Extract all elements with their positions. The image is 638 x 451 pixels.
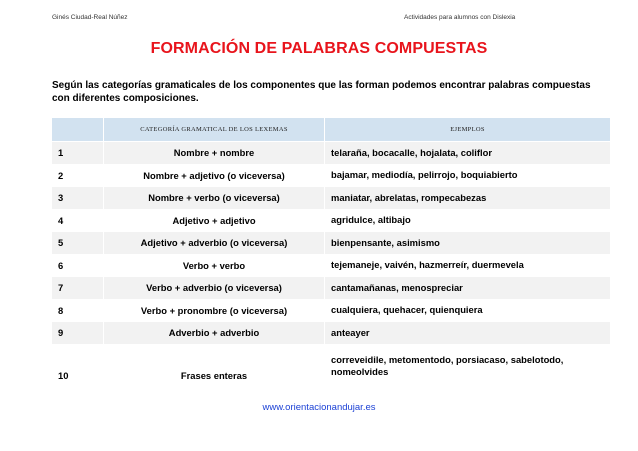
- row-number: 4: [52, 209, 104, 232]
- row-number: 8: [52, 299, 104, 322]
- row-category: Verbo + adverbio (o viceversa): [104, 277, 325, 300]
- table-row: [52, 164, 611, 187]
- table-row: [52, 299, 611, 322]
- table-row: [52, 142, 611, 165]
- row-number: 9: [52, 322, 104, 345]
- header-subject: Actividades para alumnos con Dislexia: [404, 14, 516, 21]
- row-number: 5: [52, 232, 104, 255]
- header-cell-number: [52, 118, 104, 142]
- row-number: 3: [52, 187, 104, 210]
- row-category: Adverbio + adverbio: [104, 322, 325, 345]
- row-number: 6: [52, 254, 104, 277]
- table-row: [52, 209, 611, 232]
- row-examples: anteayer: [325, 322, 611, 345]
- row-examples: correveidile, metomentodo, porsiacaso, sabelotodo, nomeolvides: [325, 344, 611, 387]
- row-examples: bienpensante, asimismo: [325, 232, 611, 255]
- table-row: [52, 254, 611, 277]
- row-category: Adjetivo + adverbio (o viceversa): [104, 232, 325, 255]
- row-number: 10: [52, 344, 104, 387]
- header-author: Ginés Ciudad-Real Núñez: [52, 14, 128, 21]
- row-category: Adjetivo + adjetivo: [104, 209, 325, 232]
- row-number: 1: [52, 142, 104, 165]
- intro-paragraph: Según las categorías gramaticales de los componentes que las forman podemos encontrar palabras compuestas con diferentes composiciones.: [52, 80, 591, 104]
- table-row: [52, 277, 611, 300]
- table-header-row: [52, 118, 611, 142]
- row-category: Nombre + nombre: [104, 142, 325, 165]
- row-category: Verbo + pronombre (o viceversa): [104, 299, 325, 322]
- table-row: [52, 322, 611, 345]
- table-row: [52, 187, 611, 210]
- table-row: [52, 344, 611, 387]
- compound-words-table: [51, 117, 611, 388]
- row-examples: bajamar, mediodía, pelirrojo, boquiabierto: [325, 164, 611, 187]
- website-link[interactable]: www.orientacionandujar.es: [262, 402, 376, 413]
- row-category: Nombre + verbo (o viceversa): [104, 187, 325, 210]
- row-examples: cualquiera, quehacer, quienquiera: [325, 299, 611, 322]
- header-cell-examples: EJEMPLOS: [325, 118, 611, 142]
- row-category: Frases enteras: [104, 344, 325, 387]
- row-category: Nombre + adjetivo (o viceversa): [104, 164, 325, 187]
- row-number: 7: [52, 277, 104, 300]
- header-cell-category: CATEGORÍA GRAMATICAL DE LOS LEXEMAS: [104, 118, 325, 142]
- row-number: 2: [52, 164, 104, 187]
- row-examples: tejemaneje, vaivén, hazmerreír, duermevela: [325, 254, 611, 277]
- table-row: [52, 232, 611, 255]
- row-category: Verbo + verbo: [104, 254, 325, 277]
- row-examples: agridulce, altibajo: [325, 209, 611, 232]
- row-examples: maniatar, abrelatas, rompecabezas: [325, 187, 611, 210]
- page-title: FORMACIÓN DE PALABRAS COMPUESTAS: [150, 40, 488, 57]
- row-examples: cantamañanas, menospreciar: [325, 277, 611, 300]
- row-examples: telaraña, bocacalle, hojalata, coliflor: [325, 142, 611, 165]
